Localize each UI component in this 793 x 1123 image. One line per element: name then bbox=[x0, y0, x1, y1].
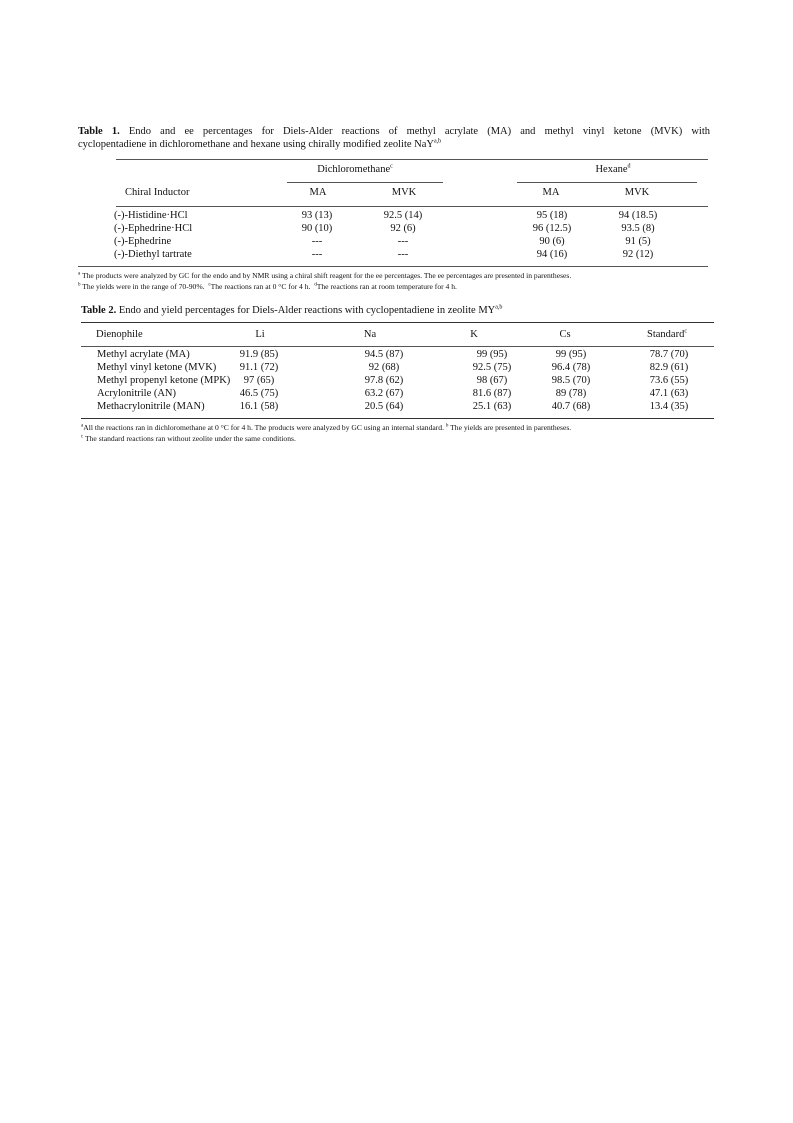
table1-cell-value: 92.5 (14) bbox=[383, 210, 423, 221]
table1-sub-mvk-dcm: MVK bbox=[391, 187, 417, 198]
table2-cell-value: 96.4 (78) bbox=[551, 362, 591, 373]
table2-cell-value: 91.1 (72) bbox=[239, 362, 279, 373]
table1-caption-sup: a,b bbox=[434, 138, 442, 145]
table1-cell-value: 91 (5) bbox=[625, 236, 651, 247]
table2-cell-name: Methyl acrylate (MA) bbox=[97, 349, 190, 360]
table1-cell-name: (-)-Ephedrine bbox=[114, 236, 172, 247]
table2-cell-name: Methacrylonitrile (MAN) bbox=[97, 401, 205, 412]
table1-cell-value: --- bbox=[397, 249, 409, 260]
table2-cell-value: 98 (67) bbox=[476, 375, 508, 386]
table1-group2-rule bbox=[517, 182, 697, 183]
table2-cell-value: 20.5 (64) bbox=[364, 401, 404, 412]
table2-cell-value: 81.6 (87) bbox=[472, 388, 512, 399]
table1-caption-line1: Endo and ee percentages for Diels-Alder reactions of methyl acrylate (MA) and methyl vinyl ketone (MVK) with bbox=[128, 126, 710, 137]
table1-group-dichloromethane: Dichloromethane$^c$ bbox=[317, 163, 393, 175]
table2-header-dienophile: Dienophile bbox=[96, 329, 143, 340]
table2-footnote-1: $^a$All the reactions ran in dichloromethane at 0 °C for 4 h. The products were analyzed by GC using an internal standard. $^b$ The yields are presented in parentheses. bbox=[81, 423, 572, 432]
table1-row-header: Chiral Inductor bbox=[125, 187, 190, 198]
table2-header-k: K bbox=[470, 329, 478, 340]
table1-cell-value: 92 (12) bbox=[622, 249, 654, 260]
table2-caption-sup: a,b bbox=[495, 304, 503, 311]
table1-cell-value: 96 (12.5) bbox=[532, 223, 572, 234]
table1-top-rule bbox=[116, 159, 708, 160]
table2-cell-value: 13.4 (35) bbox=[649, 401, 689, 412]
table2-cell-value: 47.1 (63) bbox=[649, 388, 689, 399]
table2-label: Table 2. bbox=[81, 305, 117, 316]
table2-cell-value: 98.5 (70) bbox=[551, 375, 591, 386]
table1-group-hexane: Hexane$^d$ bbox=[595, 163, 631, 175]
table2-cell-name: Methyl propenyl ketone (MPK) bbox=[97, 375, 231, 386]
table1-caption bbox=[78, 125, 710, 151]
table2-cell-name: Acrylonitrile (AN) bbox=[97, 388, 177, 399]
table2-cell-value: 89 (78) bbox=[555, 388, 587, 399]
table2-cell-value: 46.5 (75) bbox=[239, 388, 279, 399]
table2-cell-value: 40.7 (68) bbox=[551, 401, 591, 412]
table2-footnote-2: $^c$ The standard reactions ran without zeolite under the same conditions. bbox=[81, 434, 296, 443]
table2-cell-value: 94.5 (87) bbox=[364, 349, 404, 360]
table1-bottom-rule bbox=[78, 266, 708, 267]
table1-header-rule bbox=[116, 206, 708, 207]
table2-cell-value: 91.9 (85) bbox=[239, 349, 279, 360]
table1-caption-line2: cyclopentadiene in dichloromethane and hexane using chirally modified zeolite NaY bbox=[78, 139, 434, 150]
table1-cell-value: 95 (18) bbox=[536, 210, 568, 221]
table2-cell-value: 63.2 (67) bbox=[364, 388, 404, 399]
table1-cell-value: 90 (10) bbox=[301, 223, 333, 234]
table1-cell-name: (-)-Histidine·HCl bbox=[114, 210, 188, 221]
table2-cell-value: 78.7 (70) bbox=[649, 349, 689, 360]
table1-cell-value: 94 (18.5) bbox=[618, 210, 658, 221]
table1-cell-value: 94 (16) bbox=[536, 249, 568, 260]
table2-bottom-rule bbox=[81, 418, 714, 419]
table1-cell-value: --- bbox=[311, 249, 323, 260]
table1-sub-ma-hex: MA bbox=[542, 187, 560, 198]
table2-cell-value: 73.6 (55) bbox=[649, 375, 689, 386]
table2-header-rule bbox=[81, 346, 714, 347]
table2-cell-value: 97.8 (62) bbox=[364, 375, 404, 386]
table1-cell-value: --- bbox=[311, 236, 323, 247]
table2-header-na: Na bbox=[363, 329, 377, 340]
table2-header-li: Li bbox=[255, 329, 265, 340]
table2-cell-value: 92 (68) bbox=[368, 362, 400, 373]
table1-group1-rule bbox=[287, 182, 443, 183]
table1-label: Table 1. bbox=[78, 126, 120, 137]
table1-cell-name: (-)-Diethyl tartrate bbox=[114, 249, 192, 260]
table2-cell-value: 99 (95) bbox=[476, 349, 508, 360]
table2-caption bbox=[81, 304, 502, 317]
table2-cell-name: Methyl vinyl ketone (MVK) bbox=[97, 362, 217, 373]
table2-cell-value: 82.9 (61) bbox=[649, 362, 689, 373]
table2-cell-value: 25.1 (63) bbox=[472, 401, 512, 412]
table1-footnote-1: $^a$ The products were analyzed by GC for the endo and by NMR using a chiral shift reagent for the ee percentages. The ee percentages are presented in parentheses. bbox=[78, 271, 572, 280]
table1-sub-ma-dcm: MA bbox=[309, 187, 327, 198]
table2-top-rule bbox=[81, 322, 714, 323]
table2-header-standard: Standard$^c$ bbox=[647, 328, 687, 340]
table2-caption-text: Endo and yield percentages for Diels-Alder reactions with cyclopentadiene in zeolite MY bbox=[118, 305, 496, 316]
table2-cell-value: 16.1 (58) bbox=[239, 401, 279, 412]
table2-cell-value: 99 (95) bbox=[555, 349, 587, 360]
table1-cell-value: 92 (6) bbox=[390, 223, 416, 234]
table1-cell-name: (-)-Ephedrine·HCl bbox=[114, 223, 193, 234]
table1-cell-value: 93.5 (8) bbox=[621, 223, 655, 234]
table2-cell-value: 97 (65) bbox=[243, 375, 275, 386]
table1-cell-value: 90 (6) bbox=[539, 236, 565, 247]
table1-cell-value: 93 (13) bbox=[301, 210, 333, 221]
table1-cell-value: --- bbox=[397, 236, 409, 247]
table1-footnote-2: $^b$ The yields were in the range of 70-90%. $^c$The reactions ran at 0 °C for 4 h. $^d$The reactions ran at room temperature for 4 h. bbox=[78, 282, 457, 291]
table2-cell-value: 92.5 (75) bbox=[472, 362, 512, 373]
table2-header-cs: Cs bbox=[559, 329, 571, 340]
table1-sub-mvk-hex: MVK bbox=[624, 187, 650, 198]
